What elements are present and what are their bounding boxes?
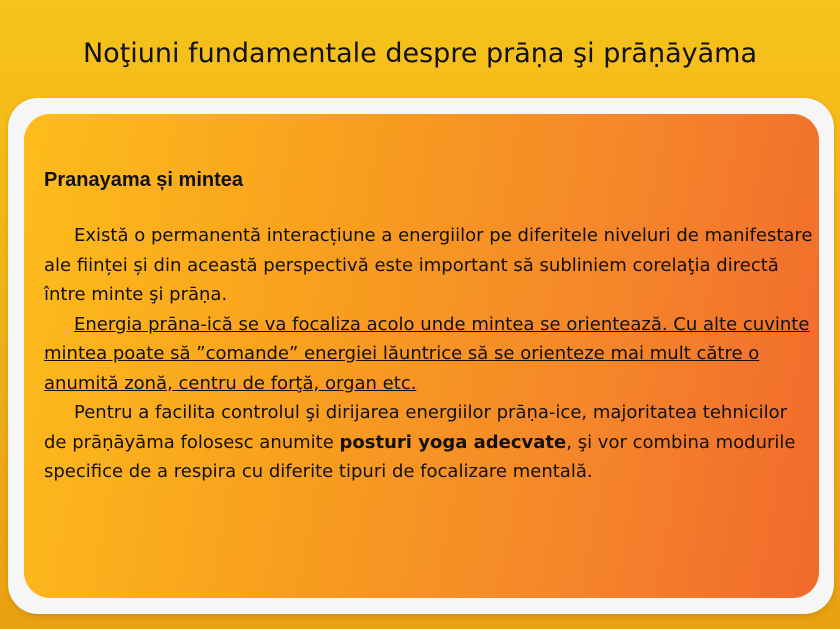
body-text bbox=[44, 221, 814, 487]
paragraph-3 bbox=[44, 398, 814, 487]
section-heading: Pranayama și mintea bbox=[44, 169, 243, 191]
content-panel bbox=[24, 114, 819, 598]
paragraph-3-text-after: , şi vor combina modurile specifice de a respira cu diferite tipuri de focalizare mentală. bbox=[44, 431, 796, 482]
paragraph-2-text: Energia prāna-ică se va focaliza acolo unde mintea se orientează. Cu alte cuvinte mintea poate să ”comande” energiei lăuntrice să se orienteze mai mult către o anumită zonă, centru de forţă, organ etc. bbox=[44, 313, 810, 394]
paragraph-2 bbox=[44, 310, 814, 399]
paragraph-1-text: Există o permanentă interacțiune a energiilor pe diferitele niveluri de manifestare ale ființei și din această perspectivă este important să subliniem corelaţia directă între minte şi prāṇa. bbox=[44, 225, 813, 305]
paragraph-1 bbox=[44, 221, 814, 310]
paragraph-3-text-before: Pentru a facilita controlul şi dirijarea energiilor prāṇa-ice, majoritatea tehnicilor de prāṇāyāma folosesc anumite bbox=[44, 402, 788, 453]
slide-title: Noţiuni fundamentale despre prāṇa şi prāṇāyāma bbox=[82, 38, 758, 69]
paragraph-3-bold-text: posturi yoga adecvate bbox=[339, 431, 567, 453]
